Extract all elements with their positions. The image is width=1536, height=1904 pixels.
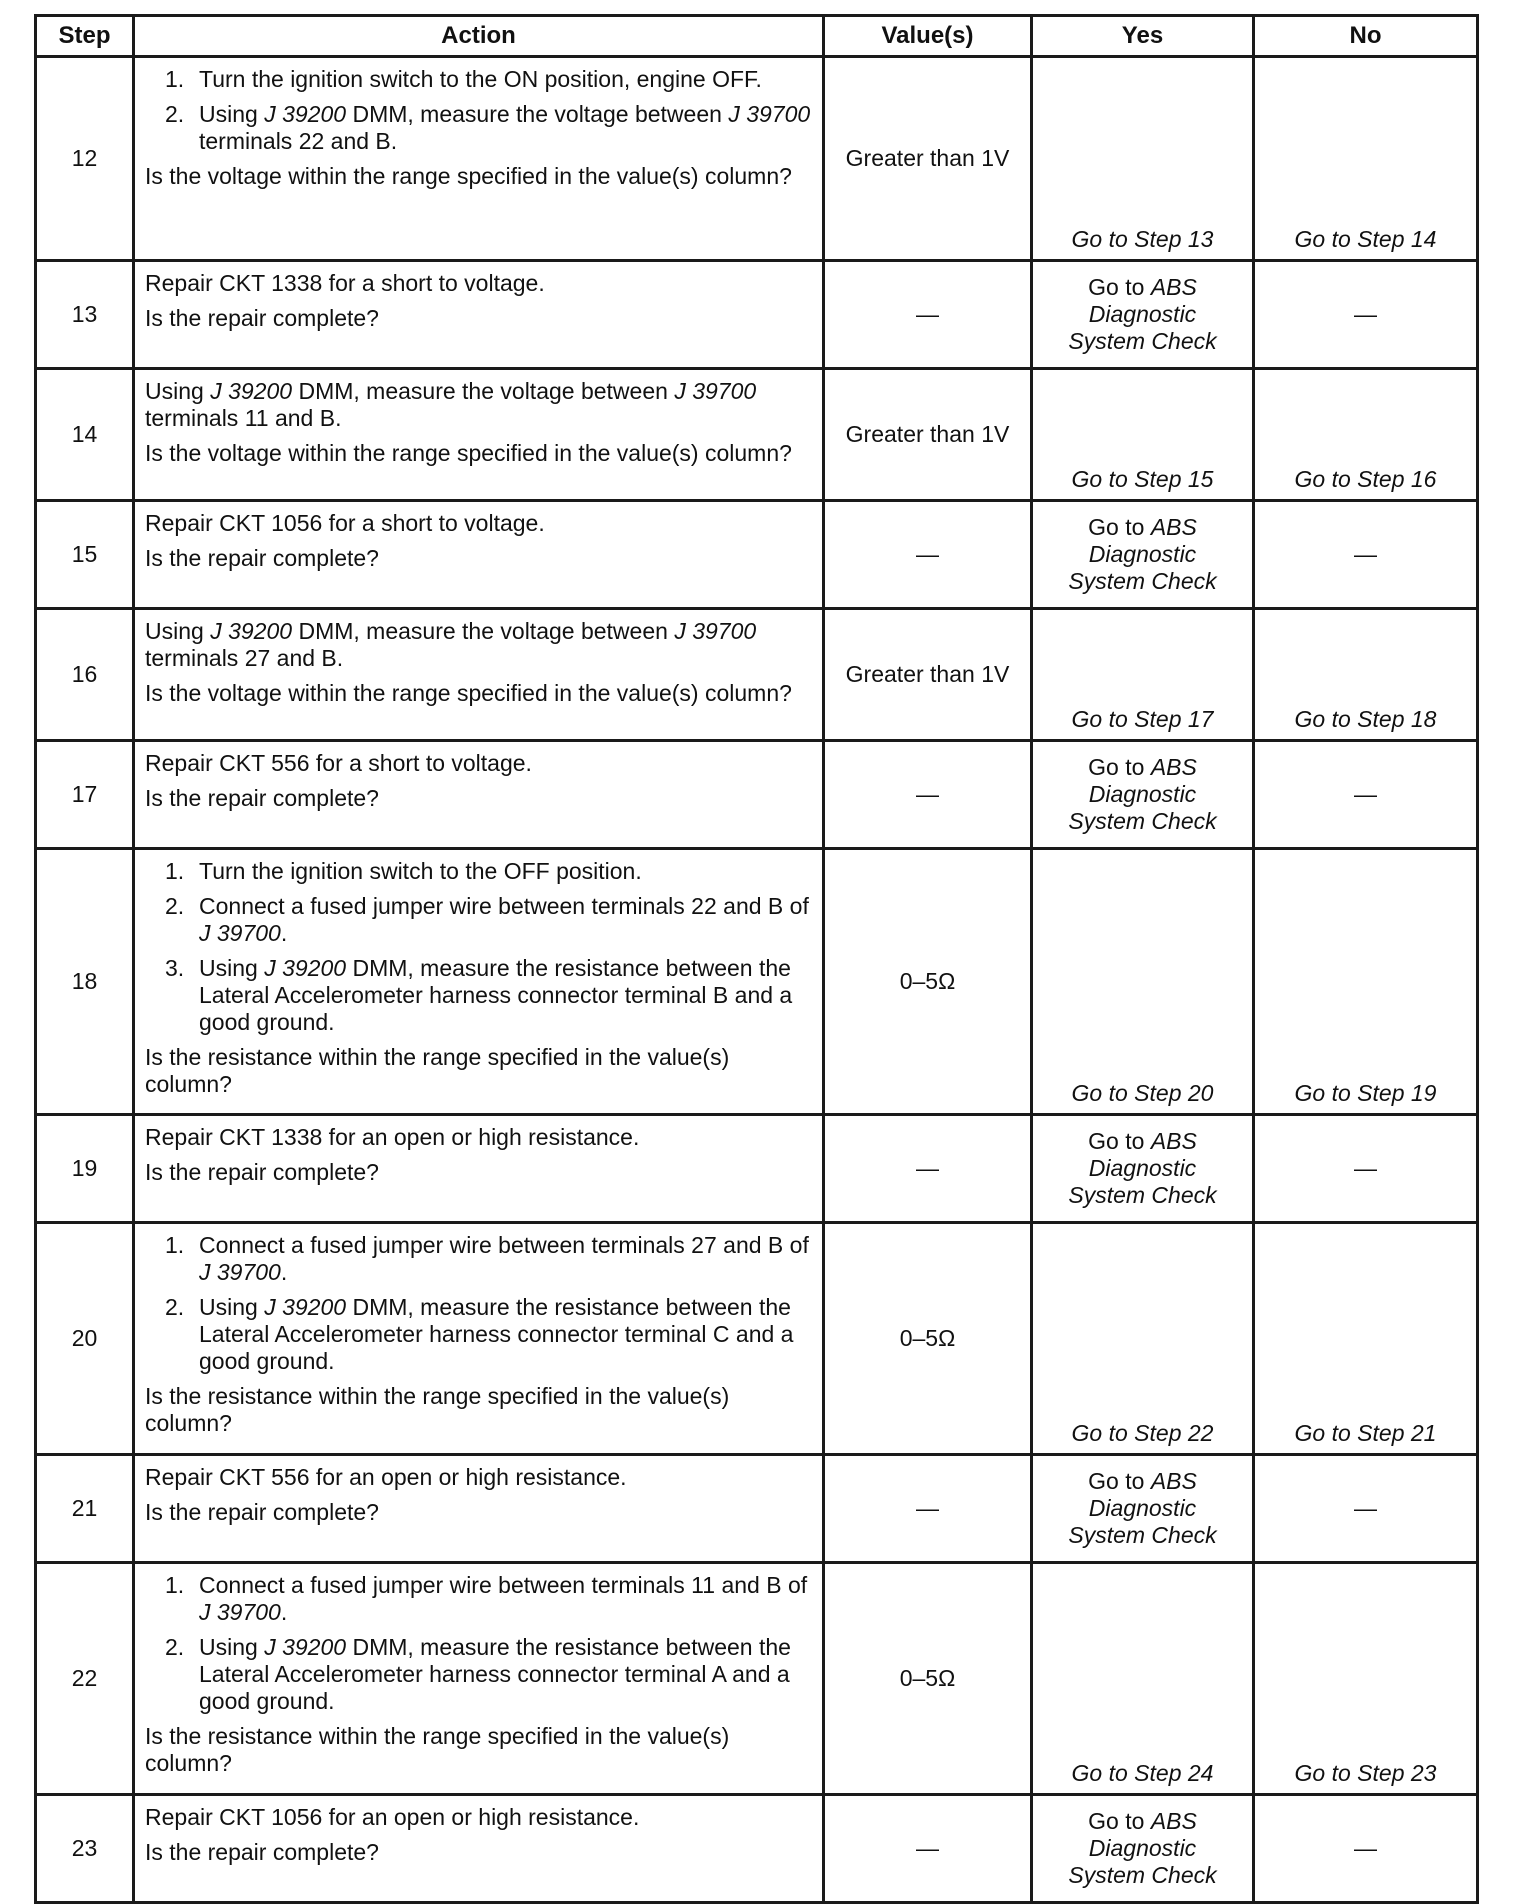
table-row [36, 1795, 1478, 1903]
yes-goto-line: System Check [1068, 1182, 1217, 1208]
header-yes: Yes [1032, 16, 1254, 57]
step-number: 13 [36, 261, 134, 369]
goto-text: Go to [1088, 1468, 1145, 1494]
no-goto-step: Go to Step 23 [1294, 1760, 1437, 1786]
value-cell: Greater than 1V [824, 609, 1032, 741]
action-text: Repair CKT 556 for a short to voltage. [145, 750, 532, 776]
yes-goto-line: Diagnostic [1088, 781, 1197, 807]
no-goto-step: Go to Step 14 [1294, 226, 1437, 252]
value-cell: — [824, 1115, 1032, 1223]
goto-text: Go to [1088, 1808, 1145, 1834]
procedure-item [165, 893, 812, 947]
abs-text: ABS [1150, 514, 1197, 540]
yes-cell [1032, 849, 1254, 1115]
question-text: Is the repair complete? [145, 1159, 379, 1185]
yes-goto-line: Diagnostic [1088, 541, 1197, 567]
value-cell: — [824, 741, 1032, 849]
yes-cell [1032, 1455, 1254, 1563]
item-number: 2. [165, 1634, 185, 1660]
value-cell: 0–5Ω [824, 1223, 1032, 1455]
yes-goto-line: System Check [1068, 328, 1217, 354]
header-no: No [1254, 16, 1478, 57]
yes-cell [1032, 609, 1254, 741]
no-dash: — [1354, 1835, 1377, 1861]
step-number: 18 [36, 849, 134, 1115]
action-cell [134, 57, 824, 261]
question-text: Is the resistance within the range specified in the value(s) column? [145, 1723, 730, 1776]
procedure-item [165, 66, 812, 93]
goto-text: Go to [1088, 514, 1145, 540]
no-cell [1254, 1795, 1478, 1903]
action-text: Repair CKT 1056 for an open or high resistance. [145, 1804, 640, 1830]
action-text: Repair CKT 1338 for a short to voltage. [145, 270, 545, 296]
step-number: 19 [36, 1115, 134, 1223]
action-cell [134, 1223, 824, 1455]
yes-goto-step: Go to Step 22 [1071, 1420, 1214, 1446]
table-row [36, 1563, 1478, 1795]
question-text: Is the repair complete? [145, 305, 379, 331]
item-text: . [280, 1599, 288, 1625]
item-number: 1. [165, 1232, 185, 1258]
table-row [36, 1115, 1478, 1223]
action-text-part: DMM, measure the voltage between [292, 618, 675, 644]
abs-text: ABS [1150, 1468, 1197, 1494]
table-row [36, 741, 1478, 849]
step-number: 21 [36, 1455, 134, 1563]
no-cell [1254, 1563, 1478, 1795]
tool-number: J 39700 [674, 618, 757, 644]
value-cell: Greater than 1V [824, 369, 1032, 501]
item-number: 2. [165, 893, 185, 919]
header-values: Value(s) [824, 16, 1032, 57]
table-row [36, 1455, 1478, 1563]
yes-goto-step: Go to Step 24 [1071, 1760, 1214, 1786]
tool-number: J 39200 [210, 618, 293, 644]
step-number: 14 [36, 369, 134, 501]
action-cell [134, 741, 824, 849]
procedure-item [165, 1572, 812, 1626]
item-text: Turn the ignition switch to the ON position, engine OFF. [199, 66, 762, 92]
yes-goto-line: System Check [1068, 1522, 1217, 1548]
action-cell [134, 1455, 824, 1563]
no-cell [1254, 609, 1478, 741]
no-cell [1254, 369, 1478, 501]
tool-number: J 39700 [674, 378, 757, 404]
no-cell [1254, 741, 1478, 849]
table-row [36, 369, 1478, 501]
no-goto-step: Go to Step 19 [1294, 1080, 1437, 1106]
step-number: 15 [36, 501, 134, 609]
question-text: Is the voltage within the range specified in the value(s) column? [145, 163, 792, 189]
no-cell [1254, 849, 1478, 1115]
item-number: 3. [165, 955, 185, 981]
no-cell [1254, 57, 1478, 261]
question-text: Is the repair complete? [145, 1499, 379, 1525]
value-cell: 0–5Ω [824, 849, 1032, 1115]
action-cell [134, 501, 824, 609]
no-dash: — [1354, 541, 1377, 567]
question-text: Is the voltage within the range specified in the value(s) column? [145, 680, 792, 706]
yes-goto-line: System Check [1068, 808, 1217, 834]
item-number: 1. [165, 1572, 185, 1598]
item-text: Using [199, 101, 265, 127]
yes-goto-step: Go to Step 13 [1071, 226, 1214, 252]
no-dash: — [1354, 781, 1377, 807]
no-cell [1254, 501, 1478, 609]
yes-cell [1032, 1795, 1254, 1903]
no-dash: — [1354, 1155, 1377, 1181]
action-cell [134, 1563, 824, 1795]
step-number: 23 [36, 1795, 134, 1903]
abs-text: ABS [1150, 754, 1197, 780]
procedure-item [165, 101, 812, 155]
yes-cell [1032, 57, 1254, 261]
abs-text: ABS [1150, 274, 1197, 300]
value-cell: — [824, 1455, 1032, 1563]
action-text [145, 618, 812, 672]
yes-cell [1032, 1223, 1254, 1455]
action-cell [134, 1795, 824, 1903]
item-number: 1. [165, 66, 185, 92]
action-text: Repair CKT 1338 for an open or high resistance. [145, 1124, 640, 1150]
goto-text: Go to [1088, 1128, 1145, 1154]
procedure-item [165, 1634, 812, 1715]
no-dash: — [1354, 301, 1377, 327]
question-text: Is the repair complete? [145, 1839, 379, 1865]
procedure-list [145, 1232, 812, 1375]
no-goto-step: Go to Step 16 [1294, 466, 1437, 492]
tool-number: J 39200 [210, 378, 293, 404]
item-text: Using [199, 1634, 265, 1660]
table-row [36, 57, 1478, 261]
question-text: Is the repair complete? [145, 545, 379, 571]
value-cell: Greater than 1V [824, 57, 1032, 261]
tool-number: J 39200 [264, 1634, 347, 1660]
yes-cell [1032, 1115, 1254, 1223]
no-cell [1254, 1115, 1478, 1223]
yes-cell [1032, 369, 1254, 501]
yes-goto-line [1033, 274, 1252, 301]
action-cell [134, 261, 824, 369]
tool-number: J 39200 [264, 1294, 347, 1320]
item-text: . [280, 920, 288, 946]
item-text: DMM, measure the resistance between the Lateral Accelerometer harness connector terminal A and a good ground. [199, 1634, 791, 1714]
yes-cell [1032, 501, 1254, 609]
header-action: Action [134, 16, 824, 57]
table-row [36, 849, 1478, 1115]
yes-goto-line: Diagnostic [1088, 1835, 1197, 1861]
procedure-item [165, 1294, 812, 1375]
value-cell: — [824, 1795, 1032, 1903]
yes-goto-line [1033, 1468, 1252, 1495]
item-text: . [280, 1259, 288, 1285]
item-text: terminals 22 and B. [199, 128, 398, 154]
item-text: DMM, measure the resistance between the Lateral Accelerometer harness connector terminal C and a good ground. [199, 1294, 794, 1374]
procedure-list [145, 858, 812, 1036]
procedure-item [165, 858, 812, 885]
abs-text: ABS [1150, 1128, 1197, 1154]
item-text: Using [199, 1294, 265, 1320]
abs-text: ABS [1150, 1808, 1197, 1834]
tool-number: J 39200 [264, 101, 347, 127]
yes-goto-line: System Check [1068, 568, 1217, 594]
no-cell [1254, 1223, 1478, 1455]
table-row [36, 609, 1478, 741]
no-goto-step: Go to Step 21 [1294, 1420, 1437, 1446]
action-cell [134, 1115, 824, 1223]
procedure-item [165, 955, 812, 1036]
table-row [36, 501, 1478, 609]
value-cell: — [824, 261, 1032, 369]
action-text-part: terminals 27 and B. [145, 645, 344, 671]
procedure-list [145, 1572, 812, 1715]
tool-number: J 39700 [199, 1259, 281, 1285]
yes-goto-line: Diagnostic [1088, 301, 1197, 327]
goto-text: Go to [1088, 274, 1145, 300]
item-text: Connect a fused jumper wire between terminals 27 and B of [199, 1232, 809, 1258]
item-text: Connect a fused jumper wire between terminals 11 and B of [199, 1572, 808, 1598]
yes-goto-line [1033, 1128, 1252, 1155]
yes-cell [1032, 261, 1254, 369]
yes-goto-step: Go to Step 17 [1071, 706, 1214, 732]
step-number: 17 [36, 741, 134, 849]
step-number: 16 [36, 609, 134, 741]
yes-goto-line [1033, 754, 1252, 781]
yes-cell [1032, 741, 1254, 849]
item-number: 2. [165, 1294, 185, 1320]
item-text: Turn the ignition switch to the OFF position. [199, 858, 642, 884]
value-cell: — [824, 501, 1032, 609]
action-text-part: Using [145, 378, 211, 404]
yes-goto-step: Go to Step 20 [1071, 1080, 1214, 1106]
no-goto-step: Go to Step 18 [1294, 706, 1437, 732]
yes-goto-line: System Check [1068, 1862, 1217, 1888]
question-text: Is the repair complete? [145, 785, 379, 811]
no-dash: — [1354, 1495, 1377, 1521]
tool-number: J 39200 [264, 955, 347, 981]
step-number: 12 [36, 57, 134, 261]
item-number: 2. [165, 101, 185, 127]
tool-number: J 39700 [199, 920, 281, 946]
procedure-list [145, 66, 812, 155]
table-row [36, 1223, 1478, 1455]
item-text: DMM, measure the voltage between [346, 101, 729, 127]
item-text: Using [199, 955, 265, 981]
action-text: Repair CKT 556 for an open or high resistance. [145, 1464, 627, 1490]
yes-goto-line: Diagnostic [1088, 1495, 1197, 1521]
diagnostic-table [34, 14, 1479, 1904]
table-row [36, 261, 1478, 369]
action-text [145, 378, 812, 432]
action-text: Repair CKT 1056 for a short to voltage. [145, 510, 545, 536]
yes-goto-line: Diagnostic [1088, 1155, 1197, 1181]
yes-goto-step: Go to Step 15 [1071, 466, 1214, 492]
item-text: DMM, measure the resistance between the Lateral Accelerometer harness connector terminal B and a good ground. [199, 955, 793, 1035]
header-row [36, 16, 1478, 57]
action-text-part: DMM, measure the voltage between [292, 378, 675, 404]
step-number: 20 [36, 1223, 134, 1455]
yes-goto-line [1033, 1808, 1252, 1835]
value-cell: 0–5Ω [824, 1563, 1032, 1795]
action-text-part: terminals 11 and B. [145, 405, 342, 431]
item-text: Connect a fused jumper wire between terminals 22 and B of [199, 893, 809, 919]
question-text: Is the resistance within the range specified in the value(s) column? [145, 1044, 730, 1097]
yes-goto-line [1033, 514, 1252, 541]
question-text: Is the resistance within the range specified in the value(s) column? [145, 1383, 730, 1436]
action-cell [134, 369, 824, 501]
step-number: 22 [36, 1563, 134, 1795]
action-cell [134, 609, 824, 741]
action-cell [134, 849, 824, 1115]
tool-number: J 39700 [199, 1599, 281, 1625]
goto-text: Go to [1088, 754, 1145, 780]
yes-cell [1032, 1563, 1254, 1795]
action-text-part: Using [145, 618, 211, 644]
no-cell [1254, 1455, 1478, 1563]
tool-number: J 39700 [728, 101, 811, 127]
header-step: Step [36, 16, 134, 57]
procedure-item [165, 1232, 812, 1286]
no-cell [1254, 261, 1478, 369]
item-number: 1. [165, 858, 185, 884]
question-text: Is the voltage within the range specified in the value(s) column? [145, 440, 792, 466]
